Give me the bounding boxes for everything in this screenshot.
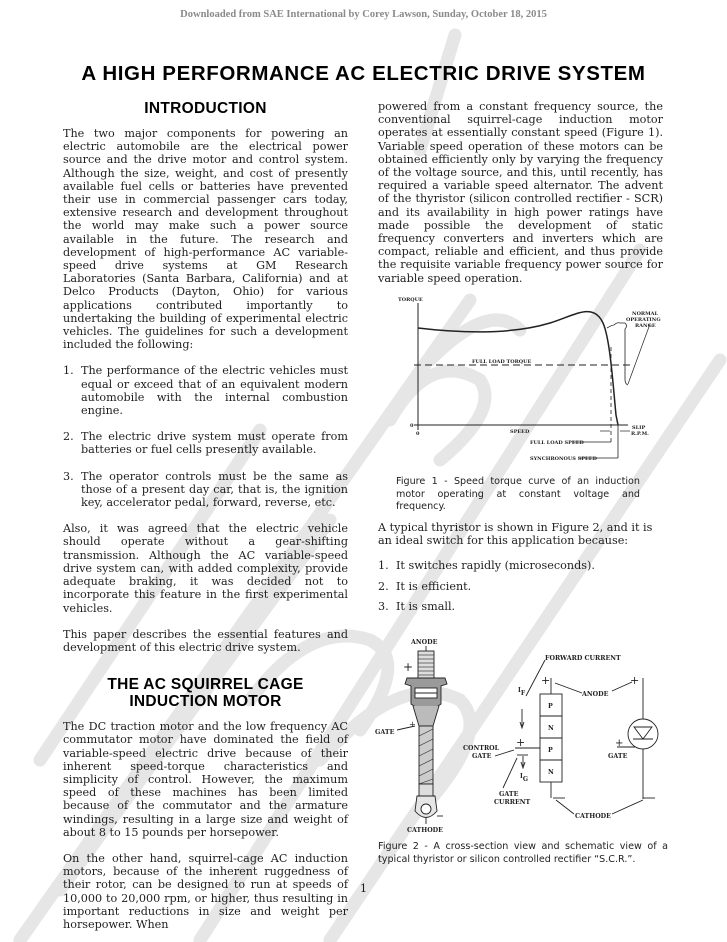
transmission-paragraph: Also, it was agreed that the electric vehicle should operate without a gear-shifting transmission. Although the AC variable-speed drive system can, with added complexity, provide adequate braking, it was decided not to incorporate this feature in the first experimental vehicles. <box>63 522 348 615</box>
layer-p2: P <box>548 747 553 754</box>
figure-1-caption: Figure 1 - Speed torque curve of an induction motor operating at constant voltage and frequency. <box>396 476 640 512</box>
figure-2-thyristor-diagram <box>375 636 675 836</box>
dc-motor-paragraph: The DC traction motor and the low frequency AC commutator motor have dominated the field of variable-speed electric drive because of their inherent speed-torque characteristics and simplicity of control. However, the maximum speed of these machines has been limited because of the commutator and the armature windings, resulting in a large size and weight of about 8 to 15 pounds per horsepower. <box>63 720 348 839</box>
origin-y-label: 0 <box>410 423 414 429</box>
torque-curve <box>418 312 618 425</box>
right-column <box>378 100 663 285</box>
list-number: 1. <box>63 364 74 378</box>
layer-n1: N <box>548 725 554 732</box>
thyristor-section <box>378 521 663 613</box>
torque-axis-label: TORQUE <box>398 297 423 303</box>
download-notice: Downloaded from SAE International by Corey Lawson, Sunday, October 18, 2015 <box>180 9 547 20</box>
forward-current-label: FORWARD CURRENT <box>545 655 621 662</box>
figure-1-speed-torque-curve <box>370 295 670 470</box>
ig-label: IG <box>520 773 528 783</box>
plus-anode-schematic: + <box>541 674 551 687</box>
synchronous-speed-label: SYNCHRONOUS SPEED <box>530 456 597 462</box>
left-column <box>63 100 348 931</box>
reasons-list <box>378 559 663 613</box>
list-item <box>63 364 348 417</box>
list-item <box>378 600 663 613</box>
list-text: It is efficient. <box>396 579 472 593</box>
ac-motor-paragraph: On the other hand, squirrel-cage AC induction motors, because of the inherent ruggedness of their rotor, can be designed to run at speeds of 10,000 to 20,000 rpm, or higher, thus resulting in important reductions in size and weight per horsepower. When <box>63 851 348 931</box>
control-gate-label: GATE <box>472 753 492 760</box>
rpm-label: R.P.M. <box>631 431 649 437</box>
layer-n2: N <box>548 769 554 776</box>
motor-heading-line2: INDUCTION MOTOR <box>129 693 282 711</box>
plus-control-gate: + <box>516 736 526 749</box>
guidelines-list <box>63 364 348 509</box>
full-load-torque-label: FULL LOAD TORQUE <box>472 359 532 365</box>
thyristor-intro: A typical thyristor is shown in Figure 2, and it is an ideal switch for this application because: <box>378 521 653 548</box>
if-label: IF <box>518 687 526 697</box>
list-item <box>63 430 348 456</box>
slip-label: SLIP <box>632 425 646 431</box>
paper-title: A HIGH PERFORMANCE AC ELECTRIC DRIVE SYSTEM <box>81 62 646 85</box>
list-text: The operator controls must be the same as those of a present day car, that is, the ignition key, accelerator pedal, forward, reverse, etc. <box>81 469 348 510</box>
scope-paragraph: This paper describes the essential features and development of this electric drive system. <box>63 627 348 654</box>
list-text: The electric drive system must operate from batteries or fuel cells presently available. <box>81 430 348 457</box>
list-number: 3. <box>63 469 74 483</box>
control-label: CONTROL <box>463 745 500 752</box>
list-number: 2. <box>63 430 74 444</box>
motor-heading <box>63 676 348 710</box>
intro-paragraph: The two major components for powering an electric automobile are the electrical power source and the drive motor and control system. Although the size, weight, and cost of presently available fuel cells or batteries have prevented their use in commercial passenger cars today, extensive research and development throughout the world may make such a power source available in the future. The research and development of high-performance AC variable-speed drive systems at GM Research Laboratories (Santa Barbara, California) and at Delco Products (Dayton, Ohio) for various applications contributed importantly to undertaking the building of experimental electric vehicles. The guidelines for such a development included the following: <box>63 127 348 352</box>
list-number: 1. <box>378 559 389 573</box>
anode-label-device: ANODE <box>411 639 438 646</box>
origin-x-label: 0 <box>416 431 420 437</box>
anode-label-schematic: ANODE <box>582 691 609 698</box>
page-number: 1 <box>360 882 367 895</box>
normal-label: NORMAL <box>632 311 659 317</box>
list-item <box>378 559 663 572</box>
cathode-label-schematic: CATHODE <box>575 813 611 820</box>
plus-anode-device: + <box>403 660 414 674</box>
continued-paragraph: powered from a constant frequency source, the conventional squirrel-cage induction motor operates at essentially constant speed (Figure 1). Variable speed operation of these motors can be obtained efficiently only by varying the frequency of the voltage source, and this, until recently, has required a variable speed alternator. The advent of the thyristor (silicon controlled rectifier - SCR) and its availability in high power ratings have made possible the development of static frequency converters and inverters which are compact, reliable and efficient, and thus provide the requisite variable frequency power source for variable speed operation. <box>378 100 663 285</box>
list-item <box>378 580 663 593</box>
figure-2-caption: Figure 2 - A cross-section view and schematic view of a typical thyristor or silicon controlled rectifier “S.C.R.”. <box>378 841 668 865</box>
gate-current-label-2: CURRENT <box>494 799 531 806</box>
list-text: It is small. <box>396 599 456 613</box>
list-number: 3. <box>378 599 389 613</box>
gate-label-device: GATE <box>375 729 395 736</box>
gate-label-scr: GATE <box>608 753 628 760</box>
list-number: 2. <box>378 579 389 593</box>
speed-axis-label: SPEED <box>510 429 530 435</box>
cathode-label-device: CATHODE <box>407 827 443 834</box>
plus-gate-device: + <box>409 720 416 729</box>
operating-label: OPERATING <box>626 317 661 323</box>
list-item <box>63 470 348 510</box>
plus-gate-scr: + <box>615 738 624 749</box>
range-label: RANGE <box>635 323 656 329</box>
gate-current-label-1: GATE <box>499 791 519 798</box>
list-text: The performance of the electric vehicles must equal or exceed that of an equivalent modern automobile with the internal combustion engine. <box>81 364 348 418</box>
layer-p1: P <box>548 703 553 710</box>
full-load-speed-label: FULL LOAD SPEED <box>530 440 584 446</box>
motor-heading-line1: THE AC SQUIRREL CAGE <box>107 676 304 694</box>
plus-anode-scr: + <box>630 674 640 687</box>
list-text: It switches rapidly (microseconds). <box>396 559 595 573</box>
introduction-heading: INTRODUCTION <box>144 100 267 117</box>
